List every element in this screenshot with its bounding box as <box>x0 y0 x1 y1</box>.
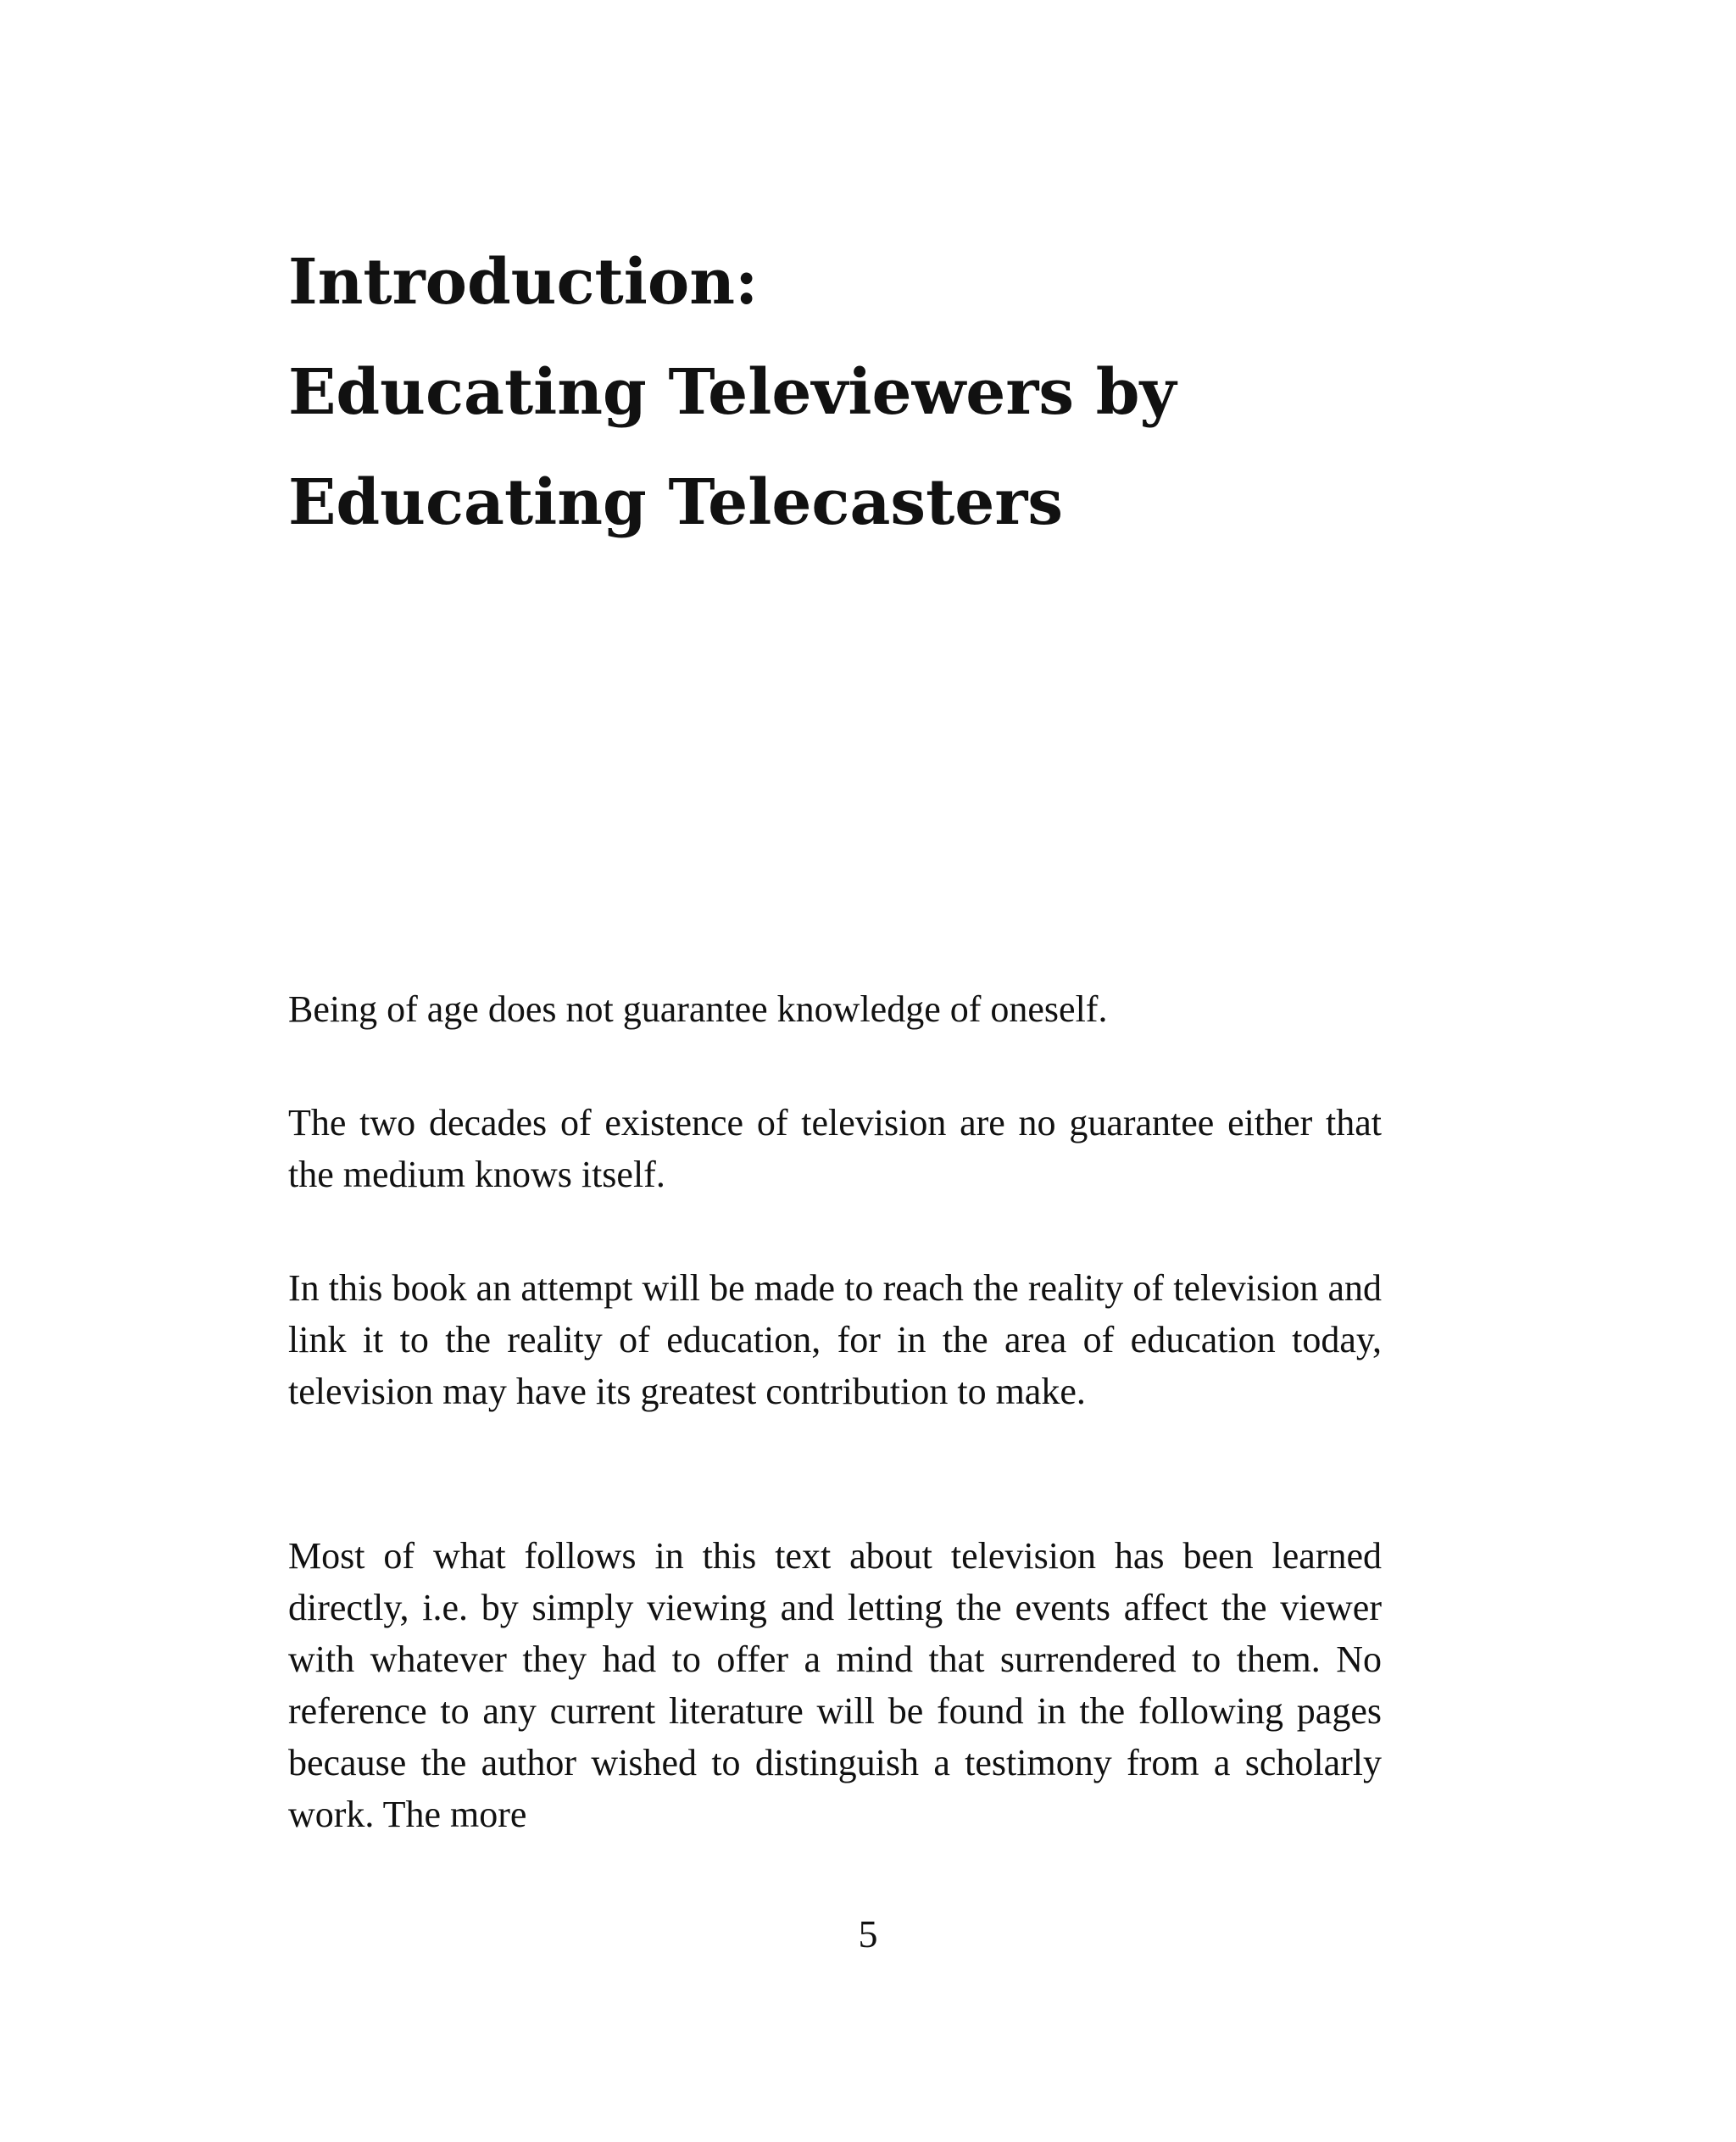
paragraph-1: Being of age does not guarantee knowledge of oneself. <box>288 988 1108 1030</box>
paragraph-4: Most of what follows in this text about television has been learned directly, i.e. by simply viewing and letting the events affect the viewer with whatever they had to offer a mind that surrendered to them. No reference to any current literature will be found in the following pages because the author wished to distinguish a testimony from a scholarly work. The more <box>288 1535 1382 1835</box>
page-number: 5 <box>858 1912 878 1956</box>
paragraph-2: The two decades of existence of television are no guarantee either that the medium knows itself. <box>288 1102 1382 1195</box>
chapter-title <box>288 227 1475 558</box>
chapter-title-line-2: Educating Televiewers by <box>288 356 1177 429</box>
paragraph-3: In this book an attempt will be made to reach the reality of television and link it to the reality of education, for in the area of education today, television may have its greatest contribution to make. <box>288 1267 1382 1412</box>
chapter-title-line-3: Educating Telecasters <box>288 466 1063 539</box>
chapter-title-line-1: Introduction: <box>288 246 759 319</box>
